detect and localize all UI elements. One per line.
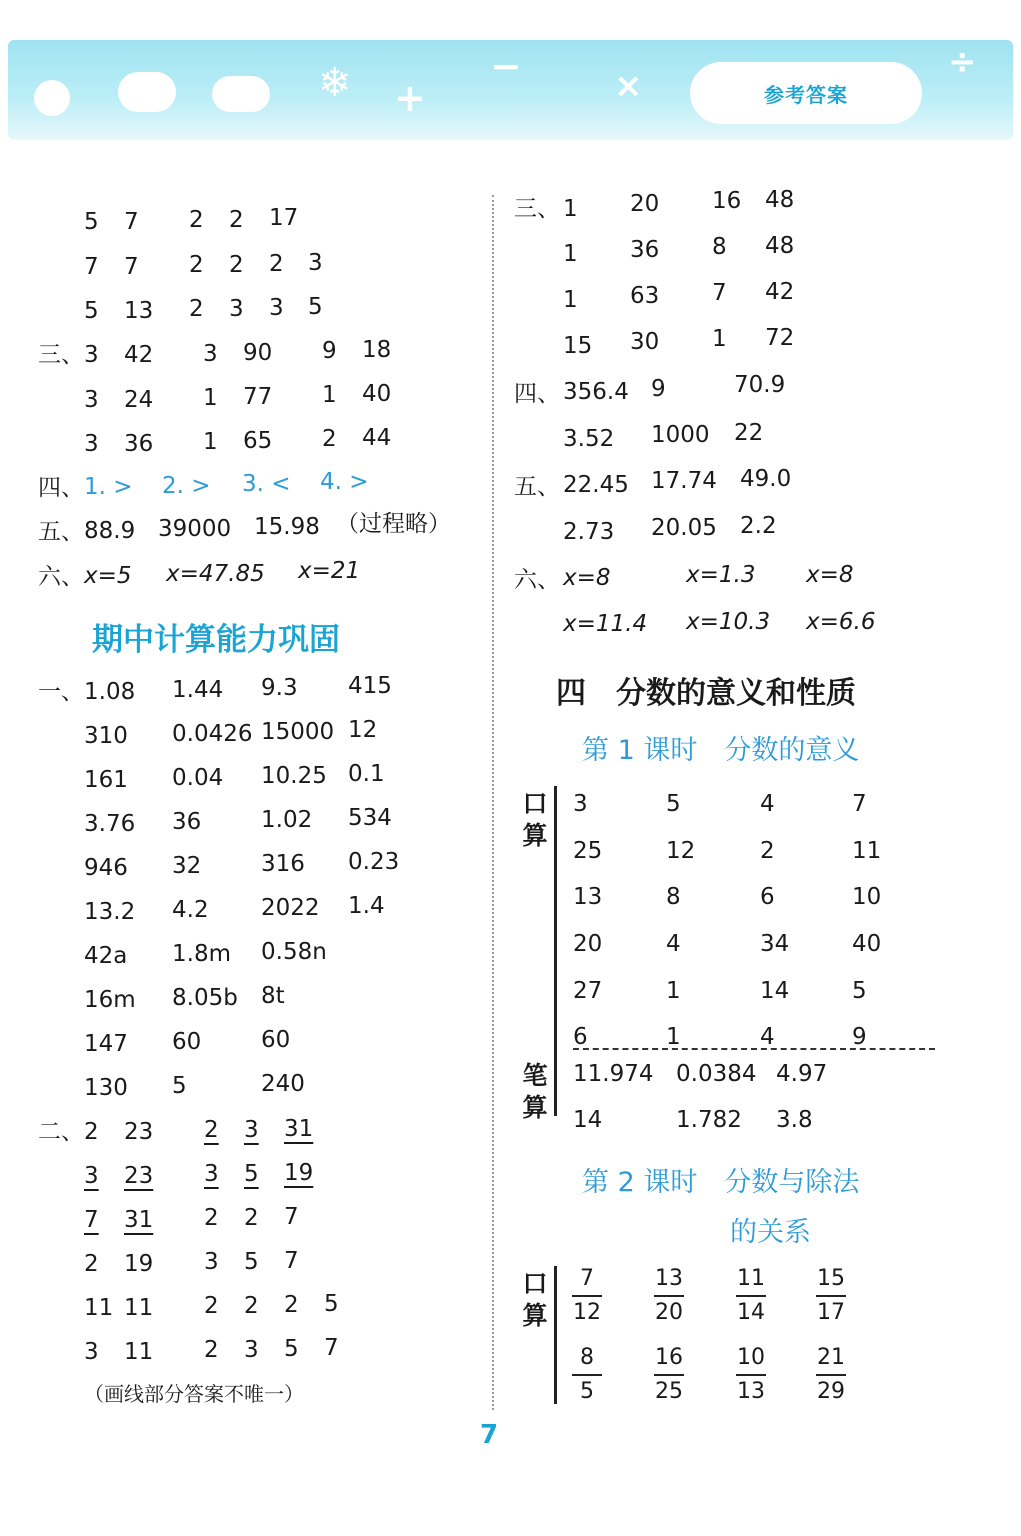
answer-value: 1 — [563, 287, 578, 313]
answer-value: 16m — [84, 987, 136, 1013]
answer-value: 13 — [573, 884, 603, 910]
underline-note: （画线部分答案不唯一） — [84, 1382, 304, 1406]
answer-value: 9 — [322, 338, 337, 364]
equation-answer: x=8 — [563, 565, 611, 591]
answer-value: 6 — [573, 1024, 588, 1050]
answer-value: 3 — [84, 431, 99, 457]
answer-value: 20.05 — [651, 515, 717, 541]
question-label: 六、 — [38, 564, 84, 590]
answer-value: 90 — [243, 340, 273, 366]
question-label: 四、 — [38, 475, 84, 501]
comparison-answer: 2. > — [162, 473, 211, 499]
answer-value: 356.4 — [563, 379, 629, 405]
minus-icon: − — [490, 44, 522, 88]
answer-value: 40 — [362, 381, 392, 407]
comparison-answer: 1. > — [84, 474, 133, 500]
numerator: 15 — [817, 1266, 845, 1291]
unit-title: 四 分数的意义和性质 — [556, 676, 856, 711]
answer-value: 5 — [852, 978, 867, 1004]
answer-value: 316 — [261, 851, 305, 877]
answer-value: 5 — [308, 294, 323, 320]
answer-value: 48 — [765, 187, 795, 213]
answer-value: 39000 — [158, 516, 232, 542]
answer-value: 1 — [203, 385, 218, 411]
answer-value: 1 — [666, 978, 681, 1004]
comparison-answer: 4. > — [320, 469, 369, 495]
equation-answer: x=10.3 — [686, 609, 771, 635]
answer-value: 42 — [124, 342, 154, 368]
answer-value: 70.9 — [734, 372, 786, 398]
answer-value: 3 — [84, 1339, 99, 1365]
equation-answer: x=8 — [806, 562, 854, 588]
midterm-title: 期中计算能力巩固 — [92, 622, 340, 658]
answer-value: 65 — [243, 428, 273, 454]
answer-value: 44 — [362, 425, 392, 451]
answer-value: 147 — [84, 1031, 128, 1057]
answer-value: 3 — [573, 791, 588, 817]
answer-value: 30 — [630, 329, 660, 355]
fraction-answer — [572, 1266, 602, 1326]
numerator: 21 — [817, 1345, 845, 1370]
denominator: 13 — [737, 1379, 765, 1404]
answer-value: 1.782 — [676, 1107, 742, 1133]
denominator: 14 — [737, 1300, 765, 1325]
bisuan-label: 笔算 — [522, 1061, 548, 1122]
answer-value: 7 — [712, 280, 727, 306]
answer-value: 11 — [124, 1295, 154, 1321]
equation-answer: x=11.4 — [563, 611, 648, 637]
answer-value: 77 — [243, 384, 273, 410]
answer-value: 3.8 — [776, 1107, 813, 1133]
answer-value: 36 — [124, 431, 154, 457]
answer-value: 7 — [84, 254, 99, 280]
answer-value: 42 — [765, 279, 795, 305]
equation-answer: x=21 — [298, 558, 361, 584]
answer-value: 2 — [204, 1293, 219, 1319]
lesson-1-title: 第 1 课时 分数的意义 — [582, 735, 860, 766]
answer-value: 0.0384 — [676, 1061, 757, 1087]
answer-value: 20 — [573, 931, 603, 957]
answer-value: 2 — [204, 1205, 219, 1231]
answer-value: 36 — [630, 237, 660, 263]
answer-value: 7 — [124, 209, 139, 235]
kousuan-label: 口算 — [522, 789, 548, 850]
denominator: 29 — [817, 1379, 845, 1404]
answer-value: 11 — [124, 1339, 154, 1365]
answer-value: 7 — [852, 791, 867, 817]
answer-value: 1 — [563, 241, 578, 267]
answer-value: 60 — [261, 1027, 291, 1053]
answer-value: 4.2 — [172, 897, 209, 923]
answer-value: 18 — [362, 337, 392, 363]
answer-value: 1.44 — [172, 677, 224, 703]
answer-value: 72 — [765, 325, 795, 351]
denominator: 12 — [573, 1300, 601, 1325]
answer-value: 36 — [172, 809, 202, 835]
equation-answer: x=47.85 — [166, 561, 265, 587]
answer-value: 17 — [269, 205, 299, 231]
answer-value: 48 — [765, 233, 795, 259]
answer-value: 8 — [712, 234, 727, 260]
answer-value: 2 — [229, 252, 244, 278]
plus-icon: + — [394, 76, 426, 120]
fraction-answer — [572, 1345, 602, 1405]
answer-value: 3 — [244, 1337, 259, 1363]
answer-value: 0.23 — [348, 849, 400, 875]
answer-value: 88.9 — [84, 518, 136, 544]
answer-value: 8.05b — [172, 985, 238, 1011]
underlined-answer: 5 — [244, 1161, 259, 1187]
answer-value: 9.3 — [261, 675, 298, 701]
answer-value: 310 — [84, 723, 128, 749]
answer-value: 2 — [84, 1251, 99, 1277]
snowflake-icon: ❄ — [318, 60, 352, 106]
answer-value: 3 — [229, 296, 244, 322]
equation-answer: x=1.3 — [686, 562, 756, 588]
answer-value: 11.974 — [573, 1061, 654, 1087]
answer-value: 3 — [84, 342, 99, 368]
fraction-answer — [654, 1345, 684, 1405]
answer-value: 0.58n — [261, 939, 327, 965]
answer-value: 2.73 — [563, 519, 615, 545]
answer-value: 3 — [84, 387, 99, 413]
underlined-answer: 3 — [84, 1163, 99, 1189]
divide-icon: ÷ — [948, 42, 977, 82]
answer-value: 8 — [666, 884, 681, 910]
lesson-2-title: 第 2 课时 分数与除法 — [582, 1167, 860, 1198]
answer-value: 4.97 — [776, 1061, 828, 1087]
answer-value: 5 — [244, 1249, 259, 1275]
answer-value: 2 — [189, 296, 204, 322]
underlined-answer: 31 — [284, 1116, 314, 1142]
underlined-answer: 23 — [124, 1163, 154, 1189]
answer-value: 13 — [124, 298, 154, 324]
answer-value: 25 — [573, 838, 603, 864]
answer-value: 14 — [760, 978, 790, 1004]
answer-value: 7 — [284, 1204, 299, 1230]
equation-answer: x=5 — [84, 563, 132, 589]
answer-value: 2 — [269, 251, 284, 277]
answer-value: 3 — [269, 295, 284, 321]
answer-value: 10.25 — [261, 763, 327, 789]
answer-value: 63 — [630, 283, 660, 309]
answer-value: 0.0426 — [172, 721, 253, 747]
fraction-answer — [736, 1345, 766, 1405]
question-label: 四、 — [514, 381, 560, 407]
fraction-answer — [736, 1266, 766, 1326]
underlined-answer: 31 — [124, 1207, 154, 1233]
column-divider — [492, 195, 494, 1410]
lesson-2-title-cont: 的关系 — [730, 1217, 811, 1248]
answer-value: 1.4 — [348, 893, 385, 919]
answer-value: 946 — [84, 855, 128, 881]
section-bar — [554, 1266, 557, 1404]
answer-value: 9 — [852, 1024, 867, 1050]
underlined-answer: 7 — [84, 1207, 99, 1233]
answer-value: 534 — [348, 805, 392, 831]
answer-value: 15000 — [261, 719, 335, 745]
answer-value: 7 — [324, 1335, 339, 1361]
answer-value: 2 — [84, 1119, 99, 1145]
answer-value: 2 — [189, 207, 204, 233]
times-icon: × — [614, 66, 643, 106]
answer-value: 60 — [172, 1029, 202, 1055]
answer-note: （过程略） — [336, 511, 451, 537]
comparison-answer: 3. < — [242, 471, 291, 497]
answer-value: 32 — [172, 853, 202, 879]
answer-value: 12 — [348, 717, 378, 743]
answer-value: 1 — [322, 382, 337, 408]
answer-value: 1 — [203, 429, 218, 455]
answer-value: 14 — [573, 1107, 603, 1133]
denominator: 20 — [655, 1300, 683, 1325]
answer-value: 22.45 — [563, 472, 629, 498]
answer-value: 24 — [124, 387, 154, 413]
numerator: 8 — [580, 1345, 594, 1370]
answer-value: 4 — [760, 791, 775, 817]
answer-value: 11 — [852, 838, 882, 864]
answer-value: 2.2 — [740, 513, 777, 539]
answer-value: 161 — [84, 767, 128, 793]
answer-value: 2 — [189, 252, 204, 278]
answer-value: 130 — [84, 1075, 128, 1101]
question-label: 六、 — [514, 567, 560, 593]
question-label: 五、 — [38, 519, 84, 545]
underlined-answer: 3 — [204, 1161, 219, 1187]
answer-value: 5 — [324, 1291, 339, 1317]
kousuan-label: 口算 — [522, 1269, 548, 1330]
answer-value: 5 — [172, 1073, 187, 1099]
answer-value: 22 — [734, 420, 764, 446]
numerator: 11 — [737, 1266, 765, 1291]
question-label: 二、 — [38, 1119, 84, 1145]
denominator: 17 — [817, 1300, 845, 1325]
fraction-answer — [816, 1345, 846, 1405]
sun-icon — [34, 80, 70, 116]
answer-value: 3 — [308, 250, 323, 276]
answer-value: 1 — [563, 196, 578, 222]
answer-value: 9 — [651, 376, 666, 402]
section-separator — [573, 1048, 935, 1050]
answer-value: 5 — [284, 1336, 299, 1362]
answer-value: 13.2 — [84, 899, 136, 925]
answer-value: 17.74 — [651, 468, 717, 494]
answer-value: 34 — [760, 931, 790, 957]
section-bar — [554, 786, 557, 1116]
denominator: 25 — [655, 1379, 683, 1404]
answer-value: 240 — [261, 1071, 305, 1097]
cloud-icon — [118, 72, 176, 112]
question-label: 三、 — [38, 342, 84, 368]
answer-value: 2 — [284, 1292, 299, 1318]
answer-value: 1000 — [651, 422, 710, 448]
numerator: 7 — [580, 1266, 594, 1291]
answer-value: 12 — [666, 838, 696, 864]
answer-value: 3 — [204, 1249, 219, 1275]
answer-value: 3.76 — [84, 811, 136, 837]
answer-value: 42a — [84, 943, 128, 969]
answer-key-badge: 参考答案 — [690, 62, 922, 124]
answer-value: 2 — [760, 838, 775, 864]
underlined-answer: 2 — [204, 1117, 219, 1143]
answer-value: 6 — [760, 884, 775, 910]
answer-value: 2 — [229, 207, 244, 233]
question-label: 五、 — [514, 474, 560, 500]
answer-value: 0.04 — [172, 765, 224, 791]
rain-cloud-icon — [212, 76, 270, 112]
answer-value: 1.8m — [172, 941, 231, 967]
question-label: 三、 — [514, 196, 560, 222]
fraction-answer — [816, 1266, 846, 1326]
answer-value: 1.02 — [261, 807, 313, 833]
answer-value: 2 — [244, 1293, 259, 1319]
answer-value: 19 — [124, 1251, 154, 1277]
answer-value: 16 — [712, 188, 742, 214]
answer-value: 2 — [322, 426, 337, 452]
answer-value: 27 — [573, 978, 603, 1004]
answer-value: 5 — [666, 791, 681, 817]
answer-value: 1.08 — [84, 679, 136, 705]
question-label: 一、 — [38, 679, 84, 705]
numerator: 10 — [737, 1345, 765, 1370]
answer-value: 15 — [563, 333, 593, 359]
answer-value: 5 — [84, 298, 99, 324]
answer-value: 0.1 — [348, 761, 385, 787]
answer-value: 15.98 — [254, 514, 320, 540]
answer-value: 40 — [852, 931, 882, 957]
answer-value: 20 — [630, 191, 660, 217]
answer-value: 2 — [244, 1205, 259, 1231]
numerator: 13 — [655, 1266, 683, 1291]
answer-value: 1 — [712, 326, 727, 352]
answer-value: 4 — [760, 1024, 775, 1050]
equation-answer: x=6.6 — [806, 609, 876, 635]
underlined-answer: 3 — [244, 1117, 259, 1143]
answer-value: 49.0 — [740, 466, 792, 492]
answer-value: 2022 — [261, 895, 320, 921]
underlined-answer: 19 — [284, 1160, 314, 1186]
answer-value: 7 — [124, 254, 139, 280]
answer-value: 8t — [261, 983, 285, 1009]
answer-value: 3.52 — [563, 426, 615, 452]
answer-value: 3 — [203, 341, 218, 367]
answer-value: 1 — [666, 1024, 681, 1050]
denominator: 5 — [580, 1379, 594, 1404]
answer-value: 4 — [666, 931, 681, 957]
numerator: 16 — [655, 1345, 683, 1370]
fraction-answer — [654, 1266, 684, 1326]
page-number: 7 — [480, 1420, 499, 1450]
answer-value: 415 — [348, 673, 392, 699]
answer-value: 5 — [84, 209, 99, 235]
answer-value: 11 — [84, 1295, 114, 1321]
answer-value: 2 — [204, 1337, 219, 1363]
answer-value: 7 — [284, 1248, 299, 1274]
answer-value: 23 — [124, 1119, 154, 1145]
answer-value: 10 — [852, 884, 882, 910]
